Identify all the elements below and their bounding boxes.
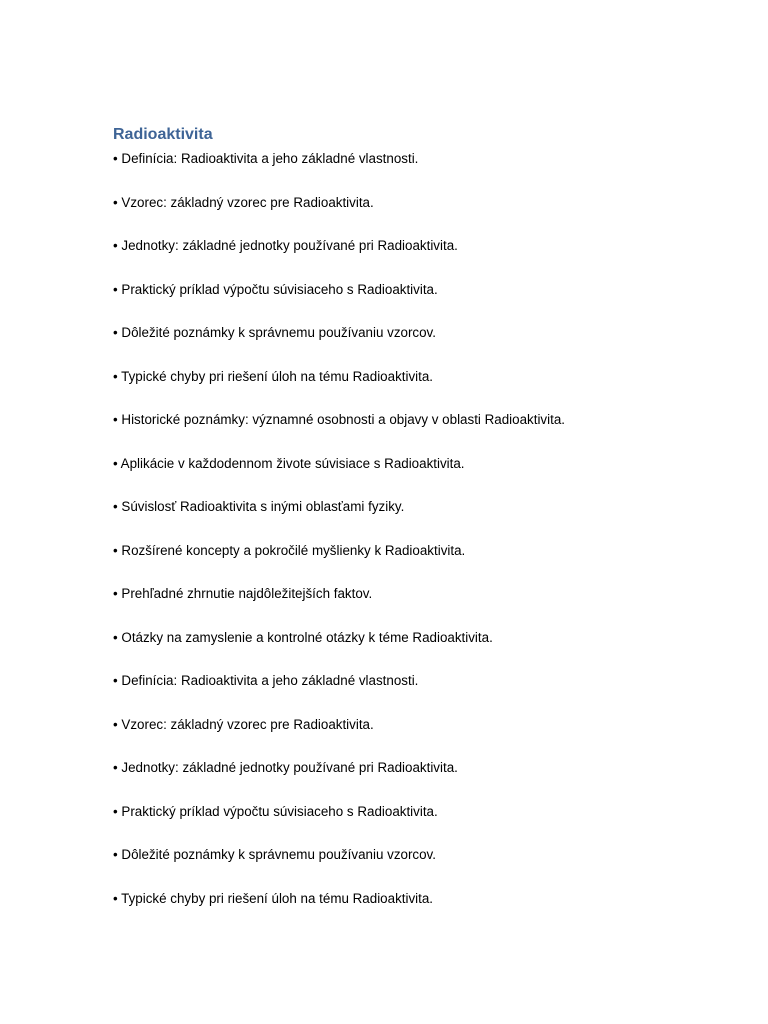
list-item: • Jednotky: základné jednotky používané pri Radioaktivita. <box>113 238 458 253</box>
list-item: • Typické chyby pri riešení úloh na tému Radioaktivita. <box>113 890 434 906</box>
list-item: • Dôležité poznámky k správnemu používaniu vzorcov. <box>113 847 436 862</box>
list-item: • Definícia: Radioaktivita a jeho základné vlastnosti. <box>113 673 419 688</box>
list-item: • Vzorec: základný vzorec pre Radioaktivita. <box>113 194 374 210</box>
list-item: • Prehľadné zhrnutie najdôležitejších faktov. <box>113 586 373 601</box>
page-title: Radioaktivita <box>113 126 213 143</box>
bullet-list <box>113 148 733 931</box>
list-item: • Historické poznámky: významné osobnosti a objavy v oblasti Radioaktivita. <box>113 412 565 427</box>
list-item: • Praktický príklad výpočtu súvisiaceho s Radioaktivita. <box>113 803 438 819</box>
list-item: • Aplikácie v každodennom živote súvisiace s Radioaktivita. <box>113 455 465 471</box>
list-item: • Rozšírené koncepty a pokročilé myšlienky k Radioaktivita. <box>113 542 466 558</box>
list-item: • Dôležité poznámky k správnemu používaniu vzorcov. <box>113 325 436 340</box>
list-item: • Praktický príklad výpočtu súvisiaceho s Radioaktivita. <box>113 281 438 297</box>
list-item: • Typické chyby pri riešení úloh na tému Radioaktivita. <box>113 368 434 384</box>
list-item: • Súvislosť Radioaktivita s inými oblasťami fyziky. <box>113 499 405 514</box>
list-item: • Jednotky: základné jednotky používané pri Radioaktivita. <box>113 760 458 775</box>
list-item: • Otázky na zamyslenie a kontrolné otázky k téme Radioaktivita. <box>113 629 493 645</box>
list-item: • Vzorec: základný vzorec pre Radioaktivita. <box>113 716 374 732</box>
list-item: • Definícia: Radioaktivita a jeho základné vlastnosti. <box>113 151 419 166</box>
